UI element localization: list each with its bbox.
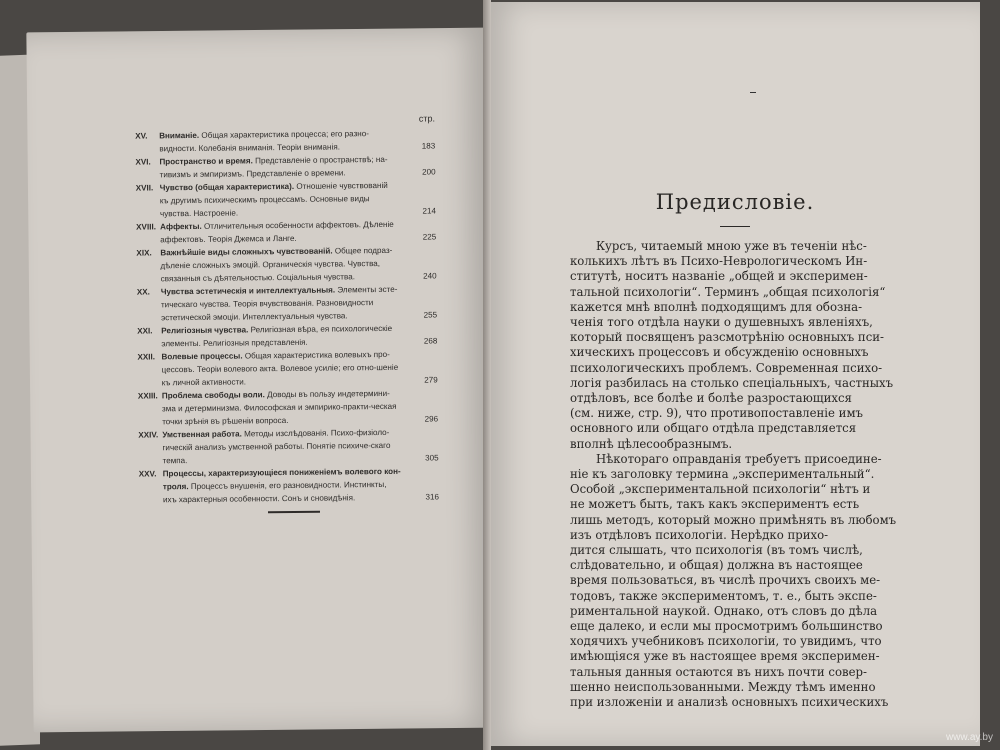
toc-entry-page: 268 xyxy=(423,336,438,346)
toc-entry-title: Важнѣйшіе виды сложныхъ чувствованій. xyxy=(160,246,333,258)
preface-line: вполнѣ цѣлесообразнымъ. xyxy=(570,436,733,451)
toc-entry-page: 183 xyxy=(421,141,436,151)
preface-line: отдѣловъ, все болѣе и болѣе разростающихся xyxy=(570,391,852,406)
toc-entry-description: Доводы въ пользу индетермини-зма и детерминизма. Философская и эмпирико-практи-ческая точки зрѣнія въ рѣшеніи вопроса. xyxy=(161,388,397,427)
toc-entry-title: Умственная работа. xyxy=(162,429,242,440)
preface-line: ніе къ заголовку термина „экспериментальный“. xyxy=(570,467,875,482)
toc-entry-page: 316 xyxy=(425,492,440,502)
preface-section xyxy=(570,190,900,710)
preface-line: Особой „экспериментальной психологіи“ нѣтъ и xyxy=(570,482,871,497)
toc-entry-description: Религіозная вѣра, ея психологическіе элементы. Религіозныя представленія. xyxy=(161,323,393,349)
toc-entry-description: Общая характеристика процесса; его разно-видности. Колебанія вниманія. Теоріи вниманія. xyxy=(159,129,369,154)
preface-line: который посвященъ разсмотрѣнію основныхъ пси- xyxy=(570,330,884,345)
toc-entry-number: XVI. xyxy=(135,157,151,167)
preface-line: хическихъ процессовъ и обсужденію основныхъ xyxy=(570,345,869,360)
preface-line: время пользоваться, въ числѣ прочихъ своихъ ме- xyxy=(570,573,881,588)
toc-entry-number: XXIV. xyxy=(138,430,159,440)
toc-entry-title: Проблема свободы воли. xyxy=(161,390,265,401)
toc-entry-number: XXI. xyxy=(137,326,153,336)
toc-entry-text xyxy=(160,178,436,220)
toc-entry xyxy=(135,152,435,181)
toc-entry-text xyxy=(160,217,436,246)
preface-line: лишь методъ, который можно примѣнять въ любомъ xyxy=(570,512,897,527)
preface-line: кажется мнѣ вполнѣ подходящимъ для обозна- xyxy=(570,299,863,314)
toc-entry-text xyxy=(161,321,437,350)
table-of-contents xyxy=(135,112,439,506)
toc-entry xyxy=(135,126,435,155)
toc-entry-description: Представленіе о пространствѣ; на-тивизмъ и эмпиризмъ. Представленіе о времени. xyxy=(159,154,388,180)
preface-line: тальной психологіи“. Терминъ „общая психологія“ xyxy=(570,284,886,299)
toc-entry-number: XX. xyxy=(136,287,150,297)
toc-entry-description: Общее подраз-дѣленіе сложныхъ эмоцій. Органическія чувства. Чувства, связанныя съ дѣятельностью. Соціальныя чувства. xyxy=(160,245,393,284)
top-dash xyxy=(750,92,756,93)
preface-line: при изложеніи и анализѣ основныхъ психическихъ xyxy=(570,695,889,710)
toc-entry xyxy=(138,386,438,428)
toc-entry-description: Общая характеристика волевыхъ про-цессовъ. Теоріи волевого акта. Волевое усиліе; его отно-шеніе къ личной активности. xyxy=(161,349,399,388)
toc-entry xyxy=(136,243,436,285)
toc-entry xyxy=(136,178,436,220)
preface-line: психологическихъ проблемъ. Современная психо- xyxy=(570,360,883,375)
toc-entry-number: XV. xyxy=(135,131,148,141)
toc-entry-title: Процессы, характеризующіеся пониженіемъ волевого кон-троля. xyxy=(162,466,401,492)
toc-entry-description: Процессъ внушенія, его разновидности. Инстинкты, ихъ характерныя особенности. Сонъ и сновидѣнія. xyxy=(162,479,387,505)
preface-line: Нѣкотораго оправданія требуетъ присоедине- xyxy=(596,451,882,466)
toc-entry-title: Волевые процессы. xyxy=(161,351,243,362)
toc-entry-title: Религіозныя чувства. xyxy=(161,325,249,336)
toc-entry xyxy=(136,217,436,246)
preface-line: тодовъ, также экспериментомъ, т. е., быть экспе- xyxy=(570,588,877,603)
toc-entry-number: XVII. xyxy=(135,183,154,193)
preface-line: ходячихъ учебниковъ психологіи, то увидимъ, что xyxy=(570,634,882,649)
toc-entry-number: XXV. xyxy=(138,469,157,479)
preface-title: Предисловіе. xyxy=(655,190,815,214)
toc-entry-text xyxy=(161,347,437,389)
preface-line: логія разбилась на столько спеціальныхъ, частныхъ xyxy=(570,375,894,390)
toc-entry xyxy=(139,464,439,506)
preface-line: ченія того отдѣла науки о душевныхъ явленіяхъ, xyxy=(570,315,873,330)
watermark: www.ay.by xyxy=(945,732,993,743)
toc-entry-description: Отличительныя особенности аффектовъ. Дѣленіе аффектовъ. Теорія Джемса и Ланге. xyxy=(160,219,394,245)
toc-entry-page: 255 xyxy=(423,310,438,320)
preface-line: риментальной наукой. Однако, отъ словъ до дѣла xyxy=(570,603,878,618)
preface-body xyxy=(570,239,900,710)
toc-list xyxy=(135,126,439,506)
preface-line: имѣющіяся уже въ настоящее время эксперимен- xyxy=(570,649,880,664)
toc-entry-description: Элементы эсте-тическаго чувства. Теорія вчувствованія. Разновидности эстетической эмоціи. Интеллектуальныя чувства. xyxy=(160,284,398,323)
preface-line: изъ отдѣловъ психологіи. Нерѣдко прихо- xyxy=(570,527,829,542)
toc-entry-page: 214 xyxy=(422,206,437,216)
preface-line: не можетъ быть, такъ какъ экспериментъ есть xyxy=(570,497,860,512)
toc-entry-title: Пространство и время. xyxy=(159,156,253,167)
preface-line: (см. ниже, стр. 9), что противопоставленіе имъ xyxy=(570,406,863,421)
toc-entry xyxy=(137,321,437,350)
toc-entry-number: XXIII. xyxy=(137,391,158,401)
toc-entry-page: 225 xyxy=(422,232,437,242)
toc-entry-title: Вниманіе. xyxy=(159,130,200,141)
toc-page-header: стр. xyxy=(418,113,436,124)
preface-line: тальныя данныя остаются въ нихъ почти совер- xyxy=(570,664,867,679)
toc-entry xyxy=(138,425,438,467)
toc-entry-number: XVIII. xyxy=(136,222,156,232)
toc-entry-description: Отношеніе чувствованій къ другимъ психическимъ процессамъ. Основные виды чувства. Настроеніе. xyxy=(159,180,388,219)
toc-entry xyxy=(137,282,437,324)
toc-entry-page: 305 xyxy=(425,453,439,463)
toc-entry-page: 279 xyxy=(424,375,438,385)
toc-entry-text xyxy=(163,464,439,506)
toc-entry-title: Чувство (общая характеристика). xyxy=(159,181,295,193)
toc-entry xyxy=(137,347,437,389)
toc-entry-page: 296 xyxy=(424,414,439,424)
toc-entry-page: 200 xyxy=(422,167,436,177)
toc-entry-page: 240 xyxy=(423,271,437,281)
book-spine xyxy=(483,0,491,750)
preface-line: слѣдовательно, и общая) должна въ настоящее xyxy=(570,558,863,573)
toc-entry-description: Методы изслѣдованія. Психо-физіоло-гическій анализъ умственной работы. Понятіе психиче-скаго темпа. xyxy=(162,427,391,466)
toc-entry-text xyxy=(161,282,437,324)
preface-line: Курсъ, читаемый мною уже въ теченіи нѣс- xyxy=(596,239,867,253)
preface-line: ститутѣ, носитъ названіе „общей и эксперимен- xyxy=(570,269,868,284)
toc-entry-text xyxy=(160,243,436,285)
toc-entry-text xyxy=(159,126,435,155)
preface-line: еще далеко, и если мы просмотримъ большинство xyxy=(570,619,883,634)
preface-line: дится слышать, что психологія (въ томъ числѣ, xyxy=(570,543,863,558)
toc-entry-number: XXII. xyxy=(137,352,156,362)
toc-entry-text xyxy=(162,425,438,467)
preface-line: колькихъ лѣтъ въ Психо-Неврологическомъ Ин- xyxy=(570,254,868,269)
preface-line: шенно неиспользованными. Между тѣмъ именно xyxy=(570,679,876,694)
preface-line: основного или общаго отдѣла представляется xyxy=(570,421,857,436)
toc-entry-title: Аффекты. xyxy=(160,221,202,232)
toc-entry-number: XIX. xyxy=(136,248,152,258)
title-rule xyxy=(720,226,750,227)
toc-entry-text xyxy=(159,152,435,181)
toc-entry-title: Чувства эстетическія и интеллектуальныя. xyxy=(160,285,336,297)
toc-entry-text xyxy=(162,386,438,428)
